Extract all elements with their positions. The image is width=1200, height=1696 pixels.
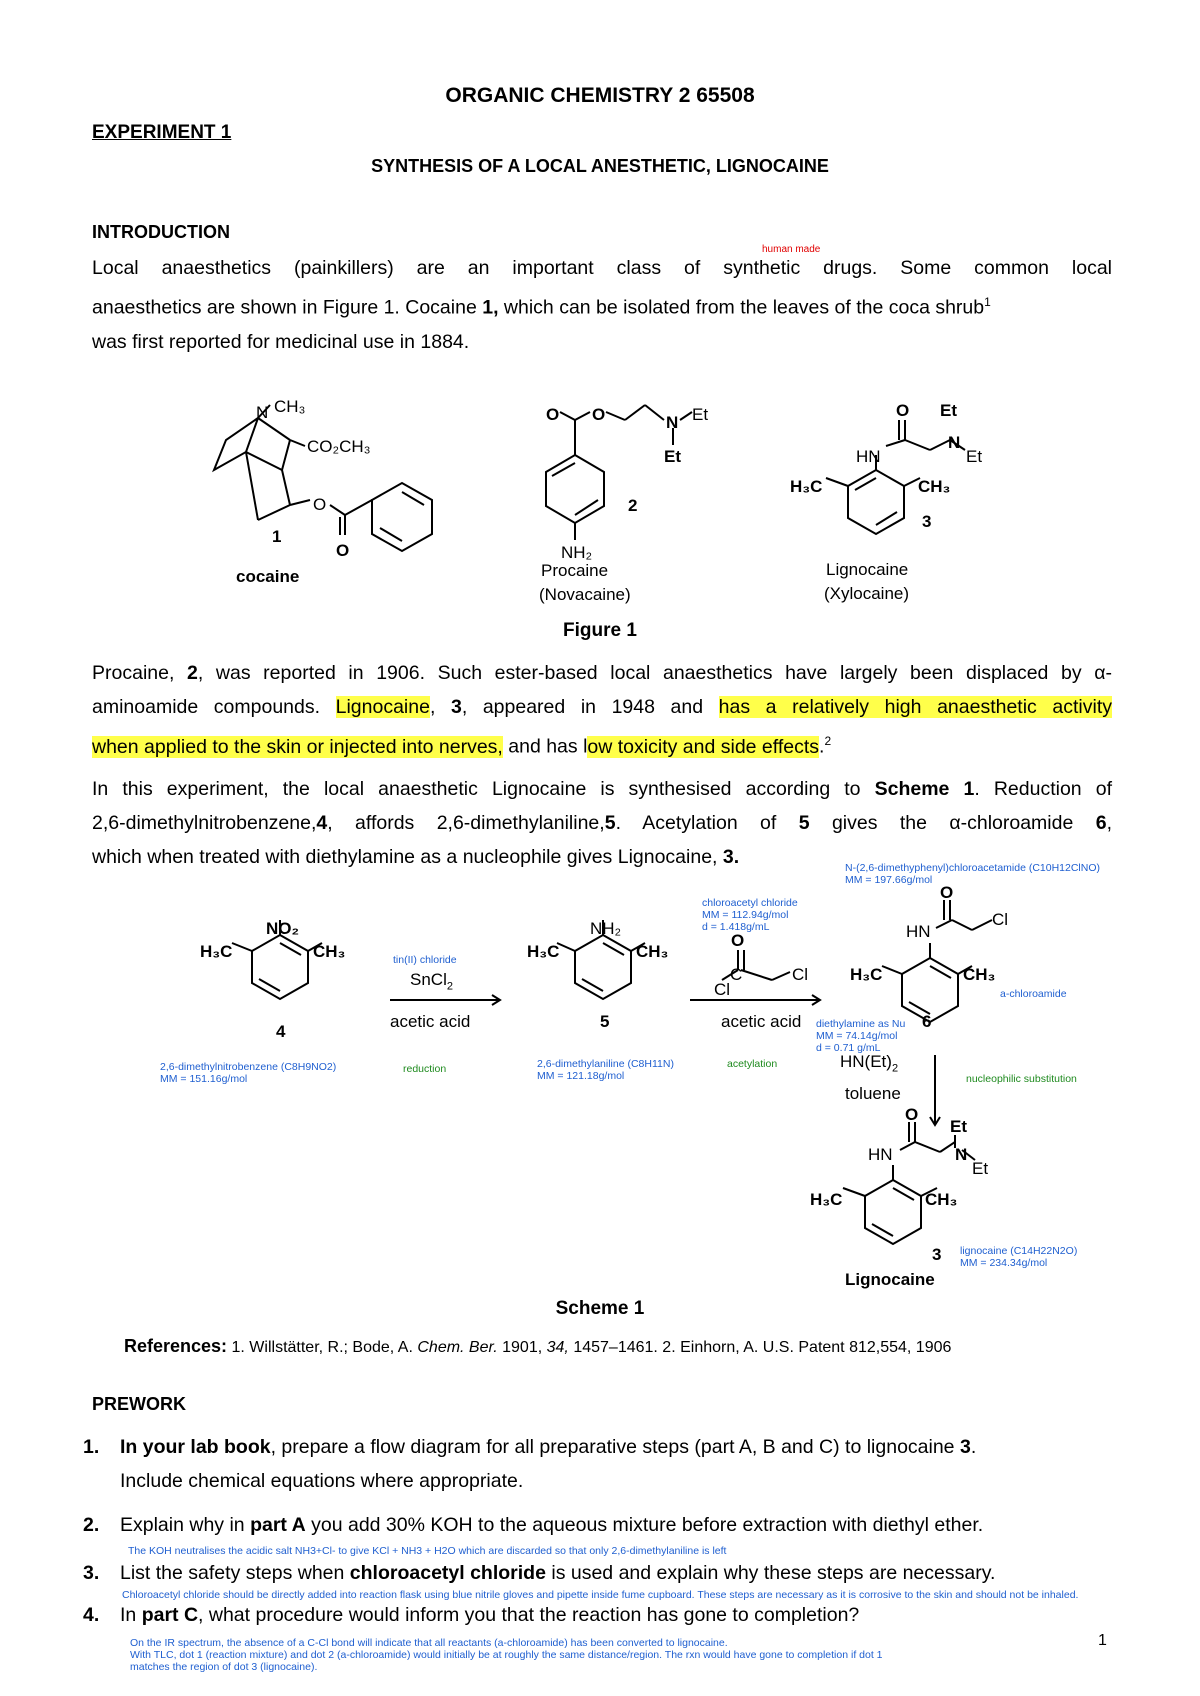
solvent-toluene: toluene — [845, 1084, 901, 1103]
compound-ref: 6 — [1095, 812, 1107, 834]
scheme-ref: Scheme 1 — [874, 778, 975, 800]
procaine-n: N — [666, 413, 679, 432]
para2-line-2 — [92, 690, 1112, 724]
svg-text:N: N — [955, 1145, 968, 1164]
intro-line-2 — [92, 285, 1112, 325]
q2-bold: part A — [250, 1514, 306, 1536]
lignocaine-n: N — [948, 433, 961, 452]
para3-text: 2,6-dimethylnitrobenzene, — [92, 812, 317, 834]
cocaine-ch3-label: CH₃ — [274, 397, 306, 416]
course-title: ORGANIC CHEMISTRY 2 65508 — [445, 84, 755, 107]
compound-ref: 2 — [187, 662, 198, 684]
compound-ref: 3 — [959, 1436, 971, 1458]
para3-text: , affords 2,6-dimethylaniline, — [327, 812, 605, 834]
para3-text: , — [1106, 812, 1112, 834]
answer-line: matches the region of dot 3 (lignocaine). — [130, 1661, 318, 1673]
references-label: References: — [124, 1336, 228, 1356]
svg-text:CH₃: CH₃ — [963, 965, 996, 984]
answer-line: On the IR spectrum, the absence of a C-Cl bond will indicate that all reactants (a-chloroamide) has been converted to lignocaine. — [130, 1637, 728, 1649]
q1-text: , prepare a flow diagram for all preparative steps (part A, B and C) to lignocaine — [270, 1436, 960, 1458]
cocaine-carbonyl-o: O — [336, 541, 350, 560]
reagent-subscript: 2 — [891, 1062, 899, 1075]
q2-text: Explain why in — [120, 1514, 251, 1536]
prework-question-1 — [83, 1430, 1123, 1498]
svg-text:Cl: Cl — [714, 980, 731, 999]
annotation-line: MM = 197.66g/mol — [845, 874, 933, 886]
annotation-line: lignocaine (C14H22N2O) — [960, 1245, 1078, 1257]
intro-line-3: was first reported for medicinal use in 1884. — [92, 330, 470, 353]
annotation-tin-chloride: tin(II) chloride — [393, 954, 457, 966]
para3-line-1 — [92, 772, 1112, 806]
intro-line-1: Local anaesthetics (painkillers) are an important class of synthetic drugs. Some common local — [92, 257, 1112, 279]
question-number: 1. — [83, 1436, 100, 1458]
para3-text: . Reduction of — [974, 778, 1113, 800]
procaine-paragraph — [92, 656, 1112, 764]
lignocaine-product-label: Lignocaine — [845, 1270, 935, 1289]
para2-text: Procaine, — [92, 662, 187, 684]
annotation-line: MM = 74.14g/mol — [816, 1030, 898, 1042]
annotation-lignocaine — [960, 1245, 1077, 1269]
svg-text:O: O — [731, 931, 745, 950]
procaine-o2: O — [592, 405, 606, 424]
svg-text:O: O — [905, 1105, 919, 1124]
compound-ref: 1, — [482, 296, 499, 319]
references-text: 1901, — [497, 1339, 547, 1356]
q4-bold: part C — [141, 1604, 199, 1626]
compound-ref: 3. — [722, 846, 740, 868]
para3-text: gives the α-chloroamide — [809, 812, 1096, 834]
svg-text:O: O — [940, 883, 954, 902]
annotation-cmpd6 — [845, 862, 1100, 886]
highlight-activity: has a relatively high anaesthetic activity — [718, 696, 1112, 718]
svg-text:CH₃: CH₃ — [636, 942, 669, 961]
volume: 34, — [546, 1339, 569, 1356]
svg-text:H₃C: H₃C — [200, 942, 233, 961]
page-number: 1 — [1098, 1632, 1107, 1649]
procaine-name: Procaine — [541, 561, 609, 580]
annotation-alpha-chloroamide: a-chloroamide — [1000, 988, 1067, 1000]
annotation-human-made: human made — [762, 244, 821, 255]
cocaine-structure — [214, 405, 432, 551]
experiment-heading: EXPERIMENT 1 — [92, 122, 232, 143]
lignocaine-o: O — [896, 401, 910, 420]
annotation-cmpd4 — [160, 1061, 336, 1085]
reagent-text: HN(Et) — [840, 1052, 892, 1071]
lignocaine-hn: HN — [856, 447, 881, 466]
question-number: 2. — [83, 1514, 100, 1536]
figure1-caption: Figure 1 — [563, 620, 637, 641]
para3-text: In this experiment, the local anaesthetic Lignocaine is synthesised according to — [92, 778, 875, 800]
question-number: 4. — [83, 1604, 100, 1626]
para2-line-1 — [92, 656, 1112, 690]
intro-text: which can be isolated from the leaves of the coca shrub — [498, 296, 985, 319]
reagent-text: SnCl — [410, 970, 447, 989]
svg-text:C: C — [730, 965, 743, 984]
annotation-line: MM = 151.16g/mol — [160, 1073, 248, 1085]
highlight-lignocaine: Lignocaine — [335, 696, 430, 718]
journal-name: Chem. Ber. — [417, 1339, 498, 1356]
cmpd3-number: 3 — [932, 1245, 942, 1264]
procaine-et1: Et — [692, 405, 709, 424]
procaine-nh2: NH₂ — [561, 543, 593, 562]
experiment-subtitle: SYNTHESIS OF A LOCAL ANESTHETIC, LIGNOCAINE — [371, 156, 829, 176]
svg-text:HN: HN — [868, 1145, 893, 1164]
para2-text: aminoamide compounds. — [92, 696, 336, 718]
cocaine-n-label: N — [256, 403, 269, 422]
annotation-line: chloroacetyl chloride — [702, 897, 798, 909]
q1-bold: In your lab book — [120, 1436, 271, 1458]
q4-text: In — [120, 1604, 142, 1626]
cocaine-name: cocaine — [236, 567, 300, 586]
svg-text:NH₂: NH₂ — [590, 919, 622, 938]
annotation-line: diethylamine as Nu — [816, 1018, 906, 1030]
para2-text: , — [429, 696, 451, 718]
q3-text: is used and explain why these steps are necessary. — [545, 1562, 996, 1584]
compound-ref: 5 — [604, 812, 616, 834]
footnote-ref: 1 — [984, 295, 991, 309]
q1-line-1 — [83, 1430, 1123, 1464]
para2-text: and has — [502, 735, 584, 758]
intro-paragraph — [92, 251, 1112, 359]
compound-ref: 5 — [798, 812, 810, 834]
compound-ref: 4 — [316, 812, 328, 834]
annotation-cmpd5 — [537, 1058, 674, 1082]
reagent-subscript: 2 — [446, 980, 453, 993]
question-number: 3. — [83, 1562, 100, 1584]
svg-text:NO₂: NO₂ — [266, 919, 300, 938]
svg-text:Et: Et — [972, 1159, 989, 1178]
svg-text:CH₃: CH₃ — [313, 942, 346, 961]
prework-question-2 — [83, 1508, 1123, 1542]
lignocaine-name: Lignocaine — [826, 560, 909, 579]
prework-question-4 — [83, 1598, 1123, 1632]
compound-ref: 3 — [450, 696, 462, 718]
answer-q3: Chloroacetyl chloride should be directly added into reaction flask using blue nitrile gloves and pipette inside fume cupboard. These steps are necessary as it is corrosive to the skin and should not be inhaled. — [122, 1589, 1079, 1601]
solvent-acetic-acid-2: acetic acid — [721, 1012, 802, 1031]
cocaine-number: 1 — [272, 527, 282, 546]
q1-line-2: Include chemical equations where appropriate. — [120, 1470, 524, 1492]
prework-question-3 — [83, 1556, 1123, 1590]
para2-text: l — [583, 735, 588, 758]
q2-text: you add 30% KOH to the aqueous mixture before extraction with diethyl ether. — [305, 1514, 984, 1536]
annotation-nucleophilic-substitution: nucleophilic substitution — [966, 1073, 1077, 1085]
highlight-toxicity: ow toxicity and side effects — [587, 735, 820, 758]
annotation-diethylamine — [816, 1018, 905, 1054]
cocaine-o-label: O — [313, 495, 327, 514]
annotation-chloroacetyl-chloride — [702, 897, 798, 933]
highlight-application: when applied to the skin or injected into nerves, — [92, 735, 503, 758]
cmpd5-number: 5 — [600, 1012, 610, 1031]
annotation-acetylation: acetylation — [727, 1058, 778, 1070]
reagent-diethylamine — [840, 1052, 898, 1074]
svg-text:Cl: Cl — [792, 965, 809, 984]
lignocaine-alt-name: (Xylocaine) — [824, 584, 910, 603]
svg-text:H₃C: H₃C — [810, 1190, 843, 1209]
answer-line: With TLC, dot 1 (reaction mixture) and dot 2 (a-chloroamide) would initially be at roughly the same distance/region. The rxn would have gone to completion if dot 1 — [130, 1649, 883, 1661]
cmpd4-number: 4 — [276, 1022, 286, 1041]
figure1-structures — [0, 380, 1200, 620]
references-text: 1. Willstätter, R.; Bode, A. — [227, 1339, 418, 1356]
intro-heading: INTRODUCTION — [92, 222, 230, 242]
para3-line-2 — [92, 806, 1112, 840]
solvent-acetic-acid-1: acetic acid — [390, 1012, 471, 1031]
procaine-alt-name: (Novacaine) — [539, 585, 631, 604]
annotation-line: N-(2,6-dimethyphenyl)chloroacetamide (C10H12ClNO) — [845, 862, 1101, 874]
experiment-paragraph — [92, 772, 1112, 874]
para3-text: . Acetylation of — [615, 812, 799, 834]
footnote-ref: 2 — [824, 734, 832, 748]
annotation-line: 2,6-dimethylaniline (C8H11N) — [537, 1058, 674, 1070]
para2-line-3 — [92, 724, 1112, 764]
para2-text: , appeared in 1948 and — [461, 696, 719, 718]
svg-text:CH₃: CH₃ — [925, 1190, 958, 1209]
cmpd6-number: 6 — [922, 1012, 932, 1031]
procaine-o1: O — [546, 405, 560, 424]
lignocaine-ch3: CH₃ — [918, 477, 951, 496]
svg-text:Et: Et — [950, 1117, 967, 1136]
lignocaine-et2: Et — [966, 447, 983, 466]
svg-text:H₃C: H₃C — [850, 965, 883, 984]
annotation-line: d = 0.71 g/mL — [816, 1042, 881, 1054]
para2-text: , was reported in 1906. Such ester-based local anaesthetics have largely been displaced by α- — [197, 662, 1112, 684]
para3-text: which when treated with diethylamine as a nucleophile gives Lignocaine, — [92, 846, 723, 868]
svg-text:H₃C: H₃C — [527, 942, 560, 961]
references — [124, 1336, 951, 1357]
svg-text:Cl: Cl — [992, 910, 1009, 929]
q1-text: . — [970, 1436, 977, 1458]
prework-heading: PREWORK — [92, 1394, 186, 1414]
intro-text: anaesthetics are shown in Figure 1. Cocaine — [92, 296, 483, 319]
scheme1-caption: Scheme 1 — [555, 1298, 645, 1319]
annotation-reduction: reduction — [403, 1063, 447, 1075]
q3-text: List the safety steps when — [120, 1562, 350, 1584]
svg-text:HN: HN — [906, 922, 931, 941]
cmpd5-ring — [575, 935, 631, 999]
procaine-number: 2 — [628, 496, 638, 515]
procaine-et2: Et — [664, 447, 681, 466]
annotation-line: 2,6-dimethylnitrobenzene (C8H9NO2) — [160, 1061, 337, 1073]
annotation-line: MM = 121.18g/mol — [537, 1070, 625, 1082]
lignocaine-et1: Et — [940, 401, 957, 420]
lignocaine-h3c: H₃C — [790, 477, 823, 496]
annotation-line: MM = 112.94g/mol — [702, 909, 789, 921]
q4-text: , what procedure would inform you that the reaction has gone to completion? — [198, 1604, 860, 1626]
q3-bold: chloroacetyl chloride — [349, 1562, 546, 1584]
lignocaine-number: 3 — [922, 512, 932, 531]
answer-q4 — [130, 1637, 883, 1673]
cmpd3-ring — [865, 1180, 921, 1244]
annotation-line: d = 1.418g/mL — [702, 921, 770, 933]
annotation-line: MM = 234.34g/mol — [960, 1257, 1048, 1269]
answer-q2: The KOH neutralises the acidic salt NH3+Cl- to give KCl + NH3 + H2O which are discarded so that only 2,6-dimethylaniline is left — [128, 1545, 727, 1557]
references-text: 1457–1461. 2. Einhorn, A. U.S. Patent 812,554, 1906 — [568, 1339, 952, 1356]
cocaine-ester-label: CO₂CH₃ — [307, 437, 371, 456]
para2-text: . — [819, 735, 825, 758]
reagent-sncl2 — [410, 970, 453, 992]
cmpd4-ring — [252, 935, 308, 999]
